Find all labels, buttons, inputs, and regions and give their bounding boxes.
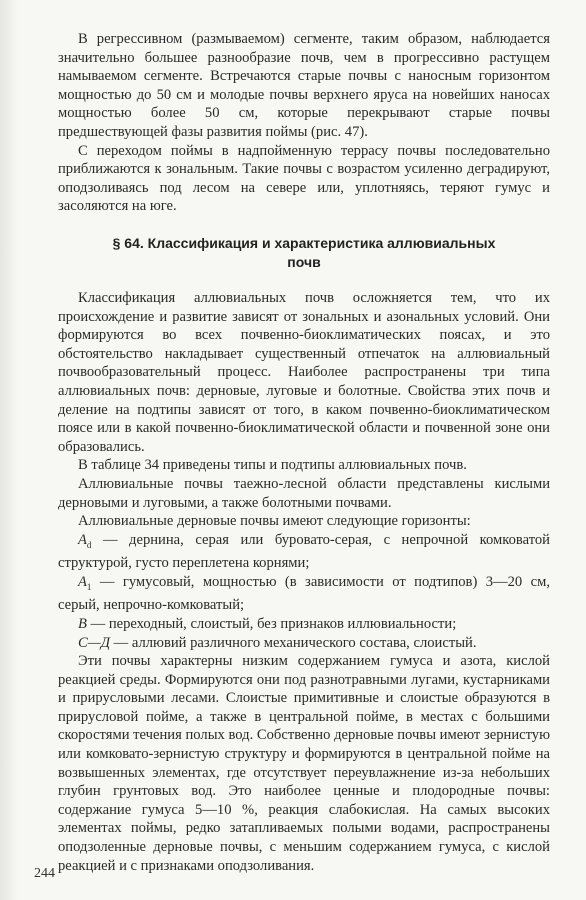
paragraph-terrace-transition: С переходом поймы в надпойменную террасу почвы последовательно приближаются к зональным. Такие почвы с возрастом усиленно деградируют, оподзоливаясь под лесом на севере или, уплотняясь, теряют гумус и засоляются на юге. <box>58 142 550 215</box>
horizon-b <box>58 615 550 634</box>
horizon-a1 <box>58 573 550 615</box>
horizon-ad-label: A <box>78 531 87 548</box>
paragraph-horizons-intro: Аллювиальные дерновые почвы имеют следующие горизонты: <box>78 513 471 530</box>
section-heading-line2: почв <box>287 254 321 270</box>
main-text-block <box>58 289 550 875</box>
section-heading-line1: § 64. Классификация и характеристика аллювиальных <box>112 235 496 251</box>
horizon-a1-label: A <box>78 573 87 590</box>
horizon-ad-text: — дернина, серая или буровато-серая, с непрочной комковатой структурой, густо переплетена корнями; <box>58 531 550 572</box>
horizon-b-label: B <box>78 615 87 632</box>
horizon-ad <box>58 531 550 573</box>
paragraph-soil-characteristics: Эти почвы характерны низким содержанием гумуса и азота, кислой реакцией среды. Формируются они под разнотравными лугами, кустарниками и прирусловыми лесами. Слоистые примитивные и слоистые образуются в прирусловой пойме, а также в центральной пойме, в местах с большими скоростями течения полых вод. Собственно дерновые почвы имеют зернистую или комковато-зернистую структуру и формируются в центральной пойме на возвышенных элементах, где отсутствует переувлажнение из-за небольших глубин грунтовых вод. Это наиболее ценные и плодородные почвы: содержание гумуса 5—10 %, реакция слабокислая. На самых высоких элементах поймы, редко затапливаемых полыми водами, распространены оподзоленные дерновые почвы, с меньшим содержанием гумуса, с кислой реакцией и с признаками оподзоливания. <box>58 653 550 874</box>
horizon-ad-sub: d <box>86 539 92 550</box>
paragraph-taiga-soils: Аллювиальные почвы таежно-лесной области представлены кислыми дерновыми и луговыми, а также болотными почвами. <box>58 475 550 511</box>
paragraph-table-reference: В таблице 34 приведены типы и подтипы аллювиальных почв. <box>78 457 467 474</box>
section-heading <box>58 234 550 272</box>
paragraph-classification: Классификация аллювиальных почв осложняется тем, что их происхождение и развитие зависят от зональных и азональных условий. Они формируются во всех почвенно-биоклиматических поясах, и это обстоятельство накладывает существенный отпечаток на аллювиальный почвообразовательный процесс. Наиболее распространены три типа аллювиальных почв: дерновые, луговые и болотные. Свойства этих почв и деление на подтипы зависят от того, в каком почвенно-биоклиматическом поясе или в какой почвенно-биоклиматической области и почвенной зоне они образовались. <box>58 290 550 455</box>
top-text-block <box>58 30 550 216</box>
horizon-cd <box>58 634 550 653</box>
horizon-cd-text: — аллювий различного механического состава, слоистый. <box>110 634 477 651</box>
horizon-b-text: — переходный, слоистый, без признаков иллювиальности; <box>86 615 457 632</box>
horizon-cd-label: C—Д <box>78 634 110 651</box>
horizon-a1-sub: 1 <box>86 581 92 592</box>
horizon-a1-text: — гумусовый, мощностью (в зависимости от подтипов) 3—20 см, серый, непрочно-комковатый; <box>58 573 550 614</box>
paragraph-regressive-segment: В регрессивном (размываемом) сегменте, таким образом, наблюдается значительно большее разнообразие почв, чем в прогрессивно растущем намываемом сегменте. Встречаются старые почвы с наносным горизонтом мощностью до 50 см и молодые почвы верхнего яруса на новейших наносах мощностью более 50 см, которые перекрывают старые почвы предшествующей фазы развития поймы (рис. 47). <box>58 31 550 140</box>
page-edge-shadow <box>0 0 18 900</box>
page-number: 244 <box>34 866 55 881</box>
